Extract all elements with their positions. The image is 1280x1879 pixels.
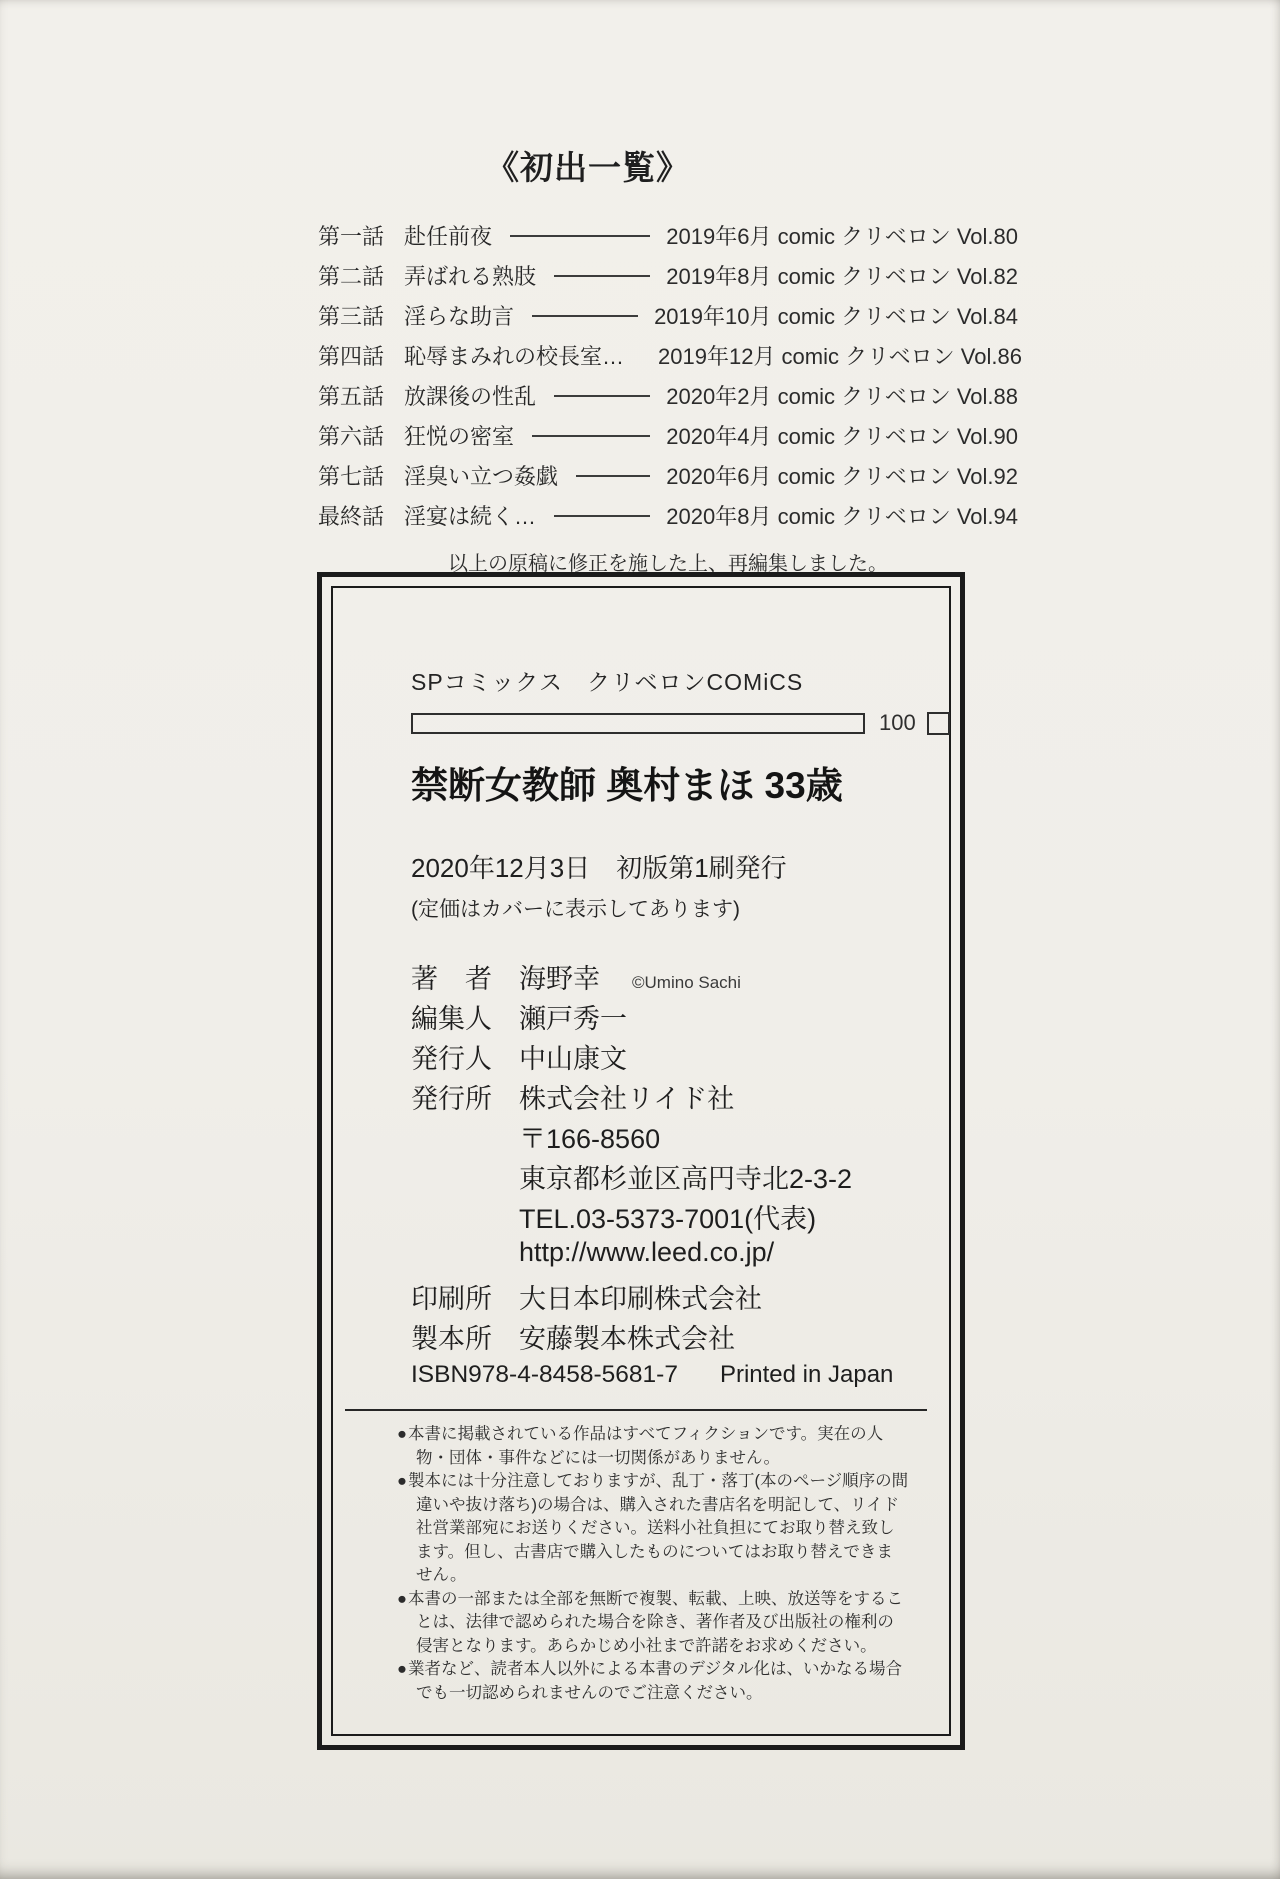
- leader-line: [554, 275, 650, 277]
- story-title: 狂悦の密室: [404, 423, 515, 449]
- credit-row: [411, 957, 931, 997]
- credit-row: [411, 1317, 931, 1357]
- issue-label: 2020年2月 comic クリベロン Vol.88: [666, 383, 1018, 409]
- colophon-inner-frame: [331, 586, 951, 1736]
- credit-label: 編集人: [411, 1004, 492, 1034]
- publication-row: [318, 295, 1018, 335]
- chapter-label: 第二話: [318, 263, 385, 289]
- chapter-label: 第一話: [318, 223, 385, 249]
- chapter-label: 第三話: [318, 303, 385, 329]
- chapter-label: 第四話: [318, 343, 385, 369]
- story-title: 淫宴は続く…: [404, 503, 537, 529]
- series-label: SPコミックス クリベロンCOMiCS: [411, 669, 804, 695]
- credit-row: [411, 1037, 931, 1077]
- credit-row: [411, 1157, 931, 1197]
- issue-label: 2019年10月 comic クリベロン Vol.84: [654, 303, 1018, 329]
- chapter-label: 最終話: [318, 503, 385, 529]
- first-publication-section: [318, 142, 1022, 576]
- credit-value: 大日本印刷株式会社: [519, 1284, 762, 1314]
- credit-value: 株式会社リイド社: [519, 1084, 735, 1114]
- notice-item: [397, 1470, 909, 1588]
- story-title: 淫らな助言: [404, 303, 515, 329]
- notice-text: 製本には十分注意しておりますが、乱丁・落丁(本のページ順序の間違いや抜け落ち)の場合は、購入された書店名を明記して、リイド社営業部宛にお送りください。送料小社負担にてお取り替え致します。但し、古書店で購入したものについてはお取り替えできません。: [407, 1472, 909, 1584]
- issue-label: 2019年12月 comic クリベロン Vol.86: [658, 343, 1022, 369]
- leader-line: [554, 395, 650, 397]
- publication-row: [318, 255, 1018, 295]
- credit-row: [411, 1197, 931, 1237]
- bullet-icon: ●: [397, 1472, 407, 1490]
- credit-row: [411, 1077, 931, 1117]
- notice-item: [397, 1658, 909, 1705]
- edition-line: 2020年12月3日 初版第1刷発行: [411, 853, 787, 883]
- credit-label: 発行人: [411, 1044, 492, 1074]
- leader-line: [510, 235, 650, 237]
- issue-label: 2019年6月 comic クリベロン Vol.80: [666, 223, 1018, 249]
- story-title: 恥辱まみれの校長室…: [404, 343, 625, 369]
- copyright-credit: ©Umino Sachi: [632, 973, 741, 992]
- story-title: 赴任前夜: [404, 223, 493, 249]
- issue-label: 2020年8月 comic クリベロン Vol.94: [666, 503, 1018, 529]
- credit-label: 印刷所: [411, 1284, 492, 1314]
- bullet-icon: ●: [397, 1589, 407, 1608]
- publication-row: [318, 495, 1018, 535]
- credit-value: 瀬戸秀一: [519, 1004, 627, 1034]
- publication-row: [318, 455, 1018, 495]
- credit-value: TEL.03-5373-7001(代表): [519, 1204, 817, 1234]
- credit-label: 製本所: [411, 1324, 492, 1354]
- credit-value: 中山康文: [519, 1044, 627, 1074]
- issue-label: 2020年6月 comic クリベロン Vol.92: [666, 463, 1018, 489]
- notice-item: [397, 1588, 909, 1659]
- isbn-line: [411, 1361, 931, 1389]
- leader-line: [554, 515, 650, 517]
- page-title: 《初出一覧》: [486, 149, 690, 186]
- publication-row: [318, 215, 1018, 255]
- printed-in-japan: Printed in Japan: [719, 1361, 894, 1388]
- story-title: 弄ばれる熟肢: [404, 263, 537, 289]
- isbn-number: ISBN978-4-8458-5681-7: [411, 1361, 678, 1388]
- story-title: 淫臭い立つ姦戯: [404, 463, 559, 489]
- leader-line: [532, 315, 638, 317]
- bullet-icon: ●: [397, 1425, 407, 1443]
- publication-row: [318, 375, 1018, 415]
- bar-number: 100: [879, 710, 916, 735]
- credit-label: 発行所: [411, 1084, 492, 1114]
- credits-table: [411, 957, 931, 1357]
- credit-value: http://www.leed.co.jp/: [519, 1237, 775, 1267]
- credit-row: [411, 1277, 931, 1317]
- story-title: 放課後の性乱: [404, 383, 537, 409]
- notice-text: 本書に掲載されている作品はすべてフィクションです。実在の人物・団体・事件などには一切関係がありません。: [407, 1425, 884, 1467]
- chapter-label: 第七話: [318, 463, 385, 489]
- chapter-label: 第五話: [318, 383, 385, 409]
- code-bar-row: [411, 710, 931, 736]
- chapter-label: 第六話: [318, 423, 385, 449]
- credit-row: [411, 1237, 931, 1277]
- leader-line: [576, 475, 650, 477]
- blank-code-bar: [411, 713, 865, 734]
- price-note: (定価はカバーに表示してあります): [411, 898, 740, 921]
- credit-value: 〒166-8560: [519, 1124, 661, 1154]
- reedit-note: 以上の原稿に修正を施した上、再編集しました。: [448, 553, 888, 575]
- notice-divider: [345, 1409, 927, 1411]
- issue-label: 2020年4月 comic クリベロン Vol.90: [666, 423, 1018, 449]
- credit-value: 安藤製本株式会社: [519, 1324, 735, 1354]
- legal-notices-list: [397, 1423, 909, 1705]
- leader-line: [532, 435, 650, 437]
- square-outline-icon: [927, 712, 950, 735]
- publication-row: [318, 415, 1018, 455]
- credit-label: 著 者: [411, 964, 492, 994]
- colophon-box: [317, 572, 965, 1750]
- credit-row: [411, 1117, 931, 1157]
- notice-item: [397, 1423, 909, 1470]
- issue-label: 2019年8月 comic クリベロン Vol.82: [666, 263, 1018, 289]
- notice-text: 業者など、読者本人以外による本書のデジタル化は、いかなる場合でも一切認められませんのでご注意ください。: [407, 1660, 902, 1702]
- bullet-icon: ●: [397, 1660, 407, 1678]
- credit-value: 海野幸: [519, 964, 600, 994]
- credit-row: [411, 997, 931, 1037]
- book-title: 禁断女教師 奥村まほ 33歳: [411, 765, 843, 806]
- notice-text: 本書の一部または全部を無断で複製、転載、上映、放送等をすることは、法律で認められた場合を除き、著作者及び出版社の権利の侵害となります。あらかじめ小社まで許諾をお求めください。: [407, 1589, 903, 1655]
- publication-row: [318, 335, 1022, 375]
- credit-value: 東京都杉並区高円寺北2-3-2: [519, 1164, 853, 1194]
